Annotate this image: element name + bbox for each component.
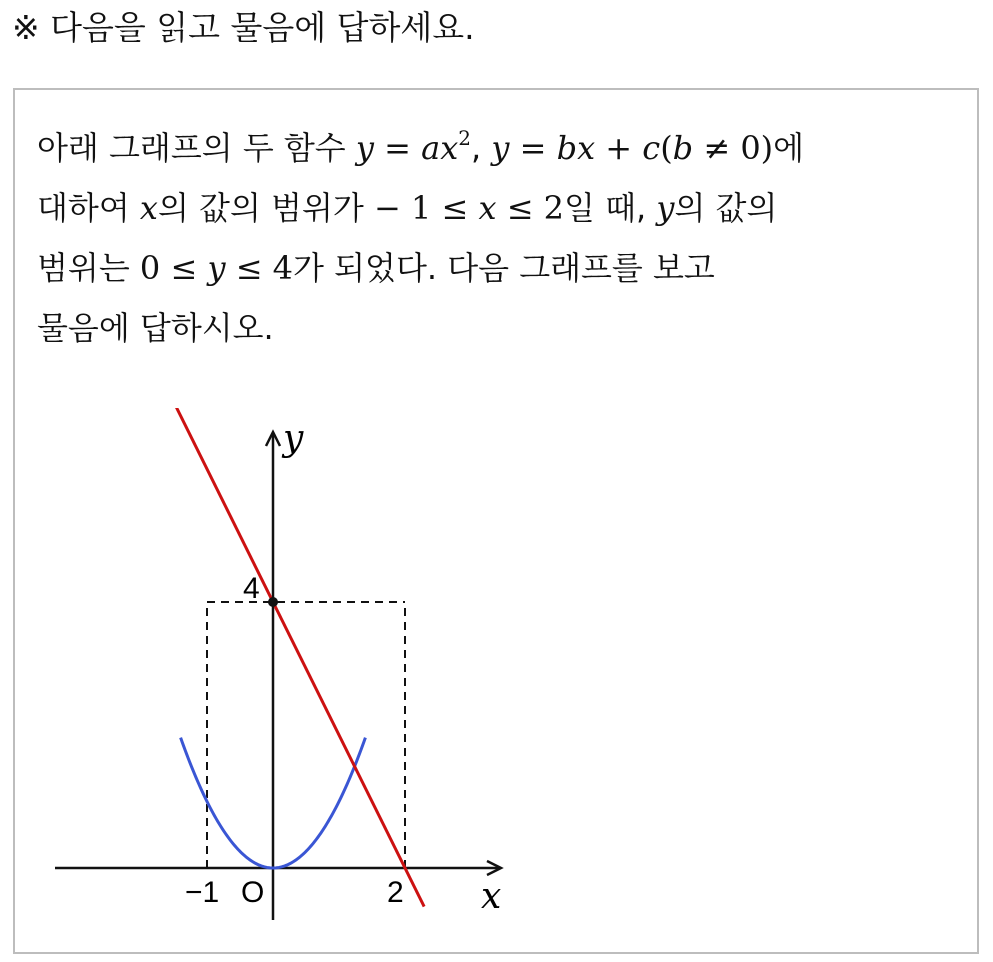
math-var: b [672, 129, 694, 167]
math-op: ≠ 0) [693, 129, 774, 167]
math-op: = [373, 129, 422, 167]
text-segment: 의 값의 범위가 [157, 189, 374, 227]
instruction-text: 다음을 읽고 물음에 답하세요. [50, 8, 475, 47]
problem-line-2 [37, 178, 967, 238]
reference-mark-icon: ※ [12, 8, 40, 47]
math-op: ≤ 2 [496, 189, 565, 227]
math-var: c [642, 129, 661, 167]
math-op: + [595, 129, 643, 167]
text-segment: 일 때, [564, 189, 657, 227]
text-segment: 가 되었다. 다음 그래프를 보고 [293, 249, 715, 287]
text-segment: 의 값의 [674, 189, 778, 227]
problem-box [13, 88, 979, 954]
math-var: y [491, 129, 510, 167]
math-var: y [656, 189, 675, 227]
math-var: y [355, 129, 374, 167]
instruction [12, 6, 475, 50]
x-axis-label: x [481, 876, 502, 917]
math-op: − 1 ≤ [373, 189, 479, 227]
math-op: 0 ≤ [139, 249, 208, 287]
math-var: x [139, 189, 158, 227]
text-segment: 범위는 [37, 249, 140, 287]
problem-text [37, 118, 967, 358]
text-segment: 물음에 답하시오. [37, 309, 274, 347]
dashed-guide-lines [207, 602, 405, 868]
tick-label-4: 4 [243, 572, 260, 605]
linear-function-line [175, 408, 424, 907]
text-segment: 아래 그래프의 두 함수 [37, 129, 356, 167]
text-segment: 대하여 [37, 189, 140, 227]
text-segment: 에 [773, 129, 805, 167]
y-axis-label: y [283, 418, 304, 459]
origin-label: O [241, 876, 265, 909]
function-graph [43, 408, 513, 928]
tick-label-2: 2 [387, 876, 404, 909]
math-var: bx [556, 129, 596, 167]
math-op: ( [660, 129, 673, 167]
math-var: ax [421, 129, 459, 167]
problem-line-3 [37, 238, 967, 298]
math-exponent: 2 [458, 126, 471, 150]
problem-line-1 [37, 118, 967, 178]
math-var: x [478, 189, 497, 227]
tick-label-neg1: −1 [185, 876, 220, 909]
problem-line-4 [37, 298, 967, 358]
math-op: ≤ 4 [225, 249, 294, 287]
math-op: = [509, 129, 557, 167]
math-var: y [207, 249, 226, 287]
y-intercept-point [268, 597, 278, 607]
text-segment: , [471, 129, 492, 167]
